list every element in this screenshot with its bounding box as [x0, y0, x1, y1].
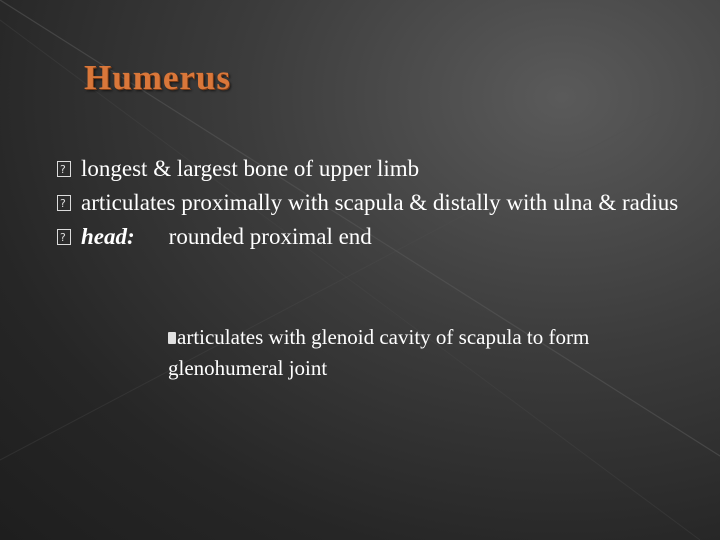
- head-term: head:: [81, 224, 135, 249]
- missing-glyph-box-icon: [57, 161, 71, 177]
- bullet-item-head: [57, 220, 697, 254]
- bullet-list: [57, 152, 697, 254]
- missing-glyph-diamond-icon: [168, 332, 176, 344]
- missing-glyph-box-icon: [57, 195, 71, 211]
- slide-title: Humerus: [84, 58, 231, 97]
- head-definition: rounded proximal end: [168, 224, 372, 249]
- missing-glyph-box-icon: [57, 229, 71, 245]
- bullet-text: longest & largest bone of upper limb: [81, 156, 420, 181]
- sub-bullet: [168, 322, 688, 384]
- bullet-item: [57, 186, 697, 220]
- bullet-item: [57, 152, 697, 186]
- bullet-text: articulates proximally with scapula & distally with ulna & radius: [81, 190, 679, 215]
- sub-bullet-text: articulates with glenoid cavity of scapula to form glenohumeral joint: [168, 325, 590, 380]
